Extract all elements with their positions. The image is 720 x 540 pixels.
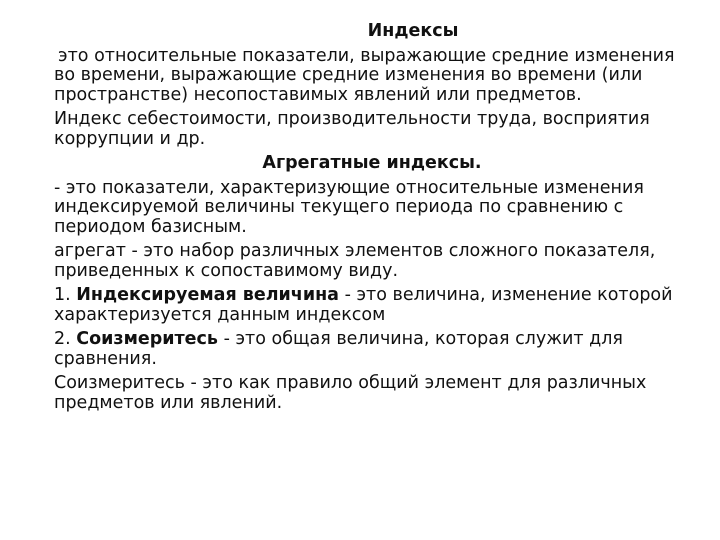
item-1-number: 1.: [54, 285, 71, 305]
aggregate-indexes-heading: Агрегатные индексы.: [262, 153, 482, 173]
aggregate-term-paragraph: агрегат - это набор различных элементов сложного показателя, приведенных к сопоставимому виду.: [54, 241, 656, 281]
numbered-item-1: [54, 286, 686, 325]
item-1-term: Индексируемая величина: [76, 285, 339, 305]
aggregate-definition-paragraph: - это показатели, характеризующие относительные изменения индексируемой величины текущего периода по сравнению с периодом базисным.: [54, 177, 644, 237]
slide-title: Индексы: [367, 21, 459, 41]
item-2-text: - это общая величина, которая служит для сравнения.: [54, 329, 623, 369]
slide-content: [54, 22, 686, 418]
examples-paragraph: Индекс себестоимости, производительности труда, восприятия коррупции и др.: [54, 109, 650, 149]
definition-paragraph: это относительные показатели, выражающие средние изменения во времени, выражающие средние изменения во времени (или пространстве) несопоставимых явлений или предметов.: [54, 45, 675, 105]
numbered-item-2: [54, 330, 686, 369]
item-1-text: - это величина, изменение которой характеризуется данным индексом: [54, 285, 673, 325]
item-2-number: 2.: [54, 329, 71, 349]
note-paragraph: Соизмеритесь - это как правило общий элемент для различных предметов или явлений.: [54, 373, 647, 413]
item-2-term: Соизмеритесь: [76, 329, 218, 349]
